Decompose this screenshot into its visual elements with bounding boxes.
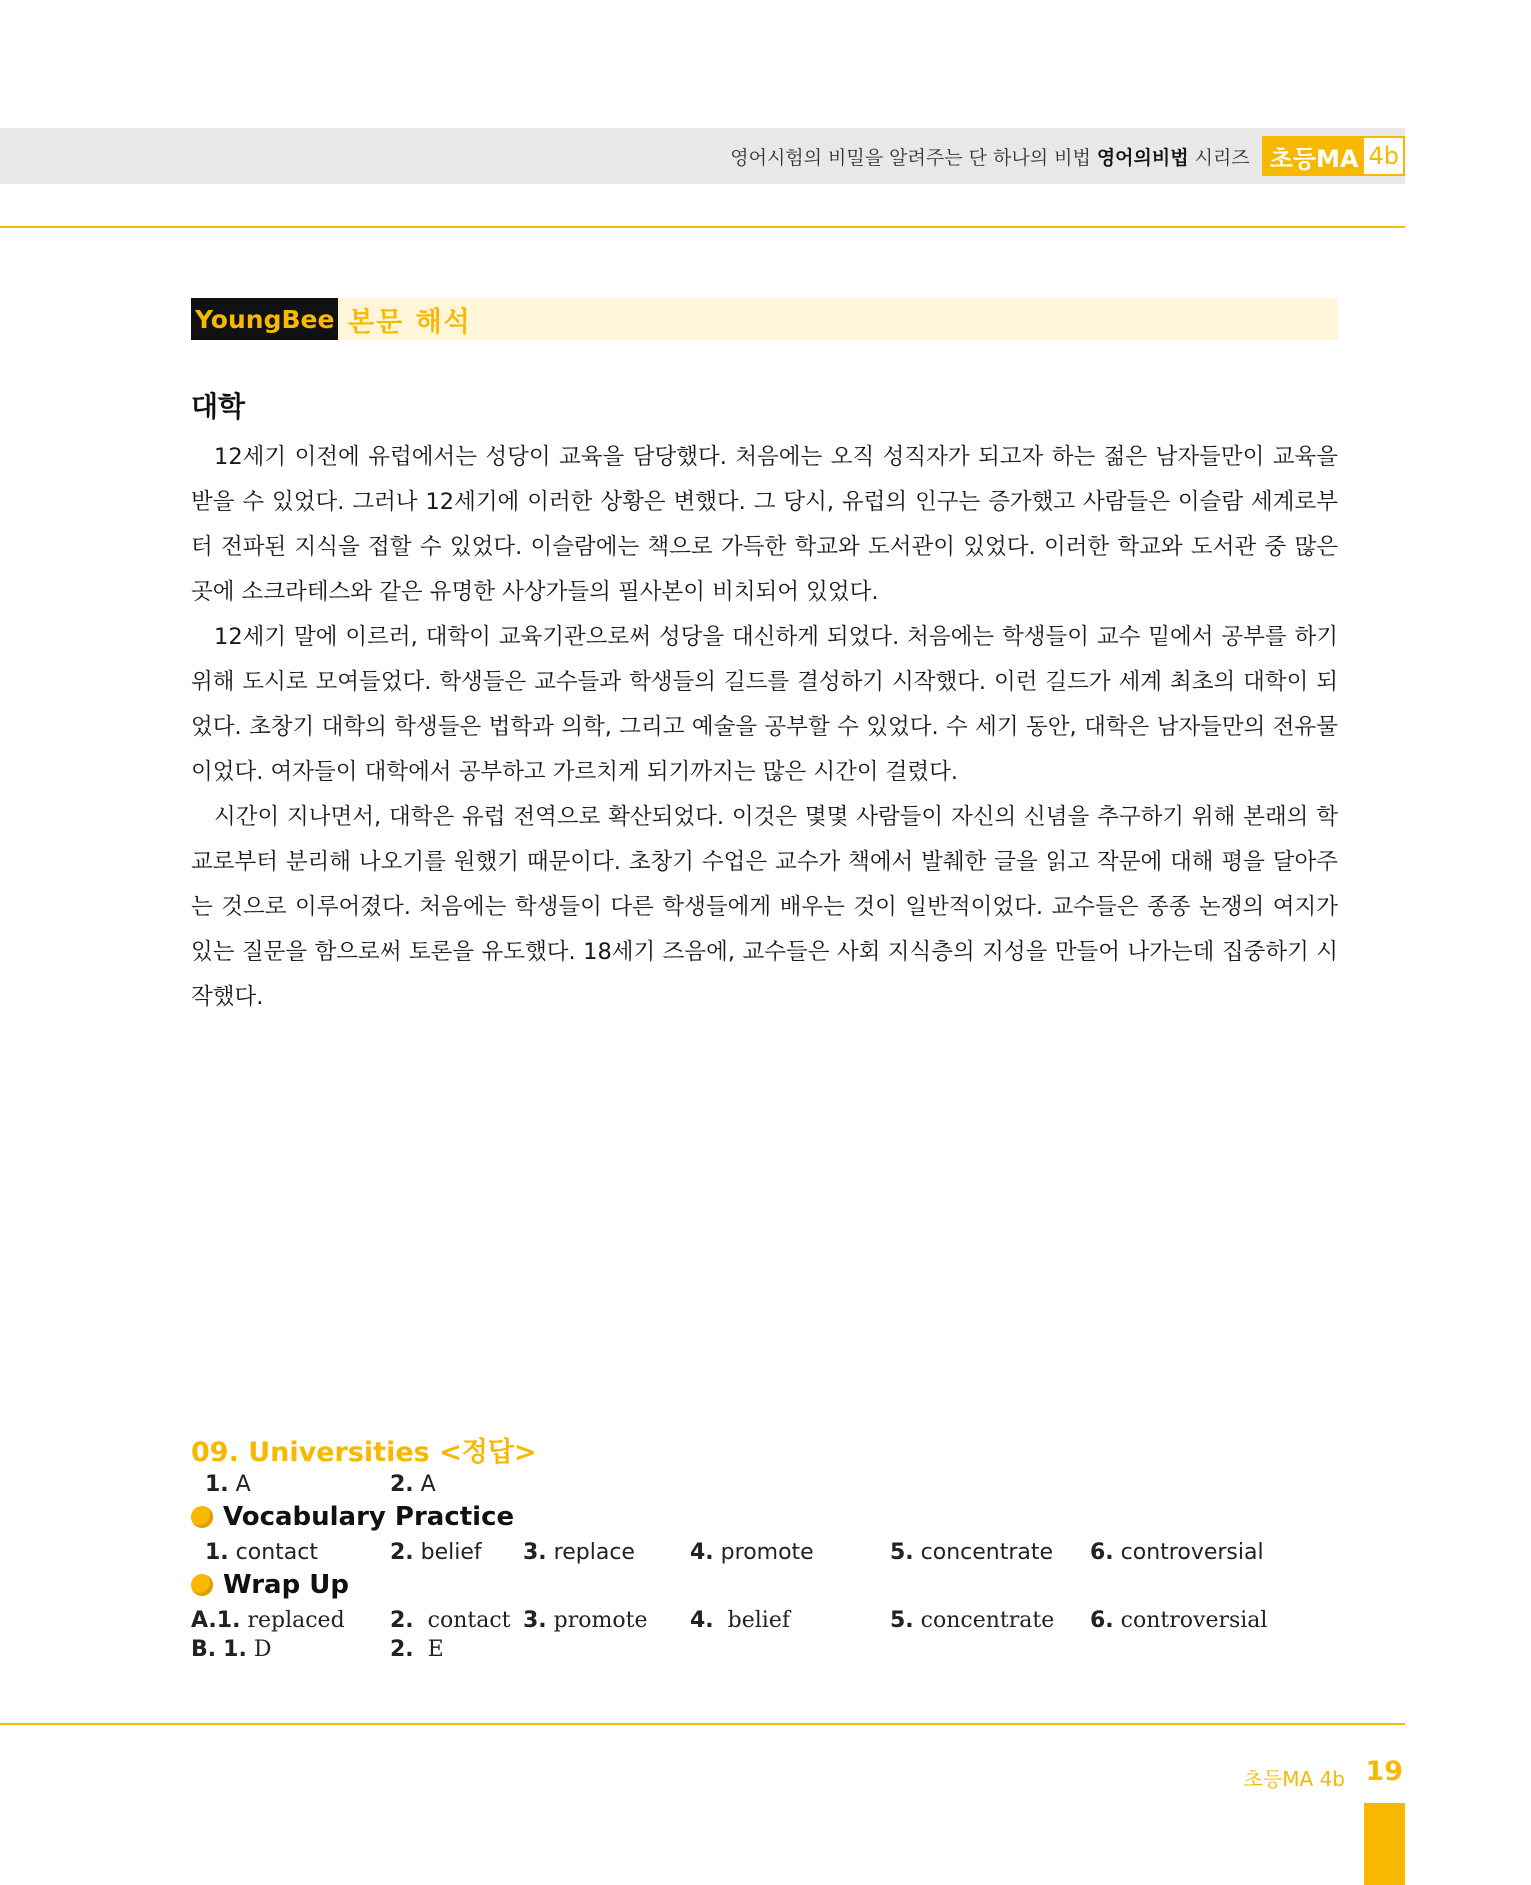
wrapup-heading — [191, 1570, 349, 1600]
answer-value: contact — [427, 1608, 511, 1633]
answer-value: promote — [720, 1540, 814, 1565]
wrapup-a-item — [191, 1608, 345, 1633]
answer-num: 6. — [1090, 1608, 1114, 1633]
answer-value: concentrate — [920, 1608, 1055, 1633]
wrapup-a-item — [390, 1608, 511, 1633]
wrapup-a-item — [690, 1608, 790, 1633]
wrapup-a-label: A. — [191, 1608, 217, 1633]
answer-value: A — [235, 1472, 251, 1497]
bullet-icon — [191, 1506, 213, 1528]
document-body — [191, 435, 1338, 1020]
answer-value: D — [253, 1637, 272, 1662]
answer-num: 1. — [216, 1608, 241, 1633]
section-title: 본문 해석 — [348, 306, 472, 338]
vocab-item — [205, 1540, 318, 1565]
footer-divider — [0, 1723, 1405, 1725]
wrapup-a-item — [523, 1608, 647, 1633]
answers-title: 09. Universities <정답> — [191, 1437, 537, 1468]
paragraph: 12세기 말에 이르러, 대학이 교육기관으로써 성당을 대신하게 되었다. 처음에는 학생들이 교수 밑에서 공부를 하기 위해 도시로 모여들었다. 학생들은 교수들과 학생들의 길드를 결성하기 시작했다. 이런 길드가 세계 최초의 대학이 되었다. 초창기 대학의 학생들은 법학과 의학, 그리고 예술을 공부할 수 있었다. 수 세기 동안, 대학은 남자들만의 전유물이었다. 여자들이 대학에서 공부하고 가르치게 되기까지는 많은 시간이 걸렸다. — [191, 624, 1338, 785]
paragraph: 시간이 지나면서, 대학은 유럽 전역으로 확산되었다. 이것은 몇몇 사람들이 자신의 신념을 추구하기 위해 본래의 학교로부터 분리해 나오기를 원했기 때문이다. 초창기 수업은 교수가 책에서 발췌한 글을 읽고 작문에 대해 평을 달아주는 것으로 이루어졌다. 처음에는 학생들이 다른 학생들에게 배우는 것이 일반적이었다. 교수들은 종종 논쟁의 여지가 있는 질문을 함으로써 토론을 유도했다. 18세기 즈음에, 교수들은 사회 지식층의 지성을 만들어 나가는데 집중하기 시작했다. — [191, 804, 1338, 1010]
vocab-title: Vocabulary Practice — [223, 1502, 515, 1532]
answer-item — [390, 1472, 436, 1497]
header-tagline: 영어시험의 비밀을 알려주는 단 하나의 비법 — [730, 146, 1091, 169]
vocab-item — [890, 1540, 1053, 1565]
header-series-name: 영어의비법 — [1096, 146, 1189, 169]
answer-num: 2. — [390, 1540, 414, 1565]
answer-num: 5. — [890, 1540, 914, 1565]
answer-value: concentrate — [920, 1540, 1054, 1565]
paragraph: 12세기 이전에 유럽에서는 성당이 교육을 담당했다. 처음에는 오직 성직자가 되고자 하는 젊은 남자들만이 교육을 받을 수 있었다. 그러나 12세기에 이러한 상황은 변했다. 그 당시, 유럽의 인구는 증가했고 사람들은 이슬람 세계로부터 전파된 지식을 접할 수 있었다. 이슬람에는 책으로 가득한 학교와 도서관이 있었다. 이러한 학교와 도서관 중 많은 곳에 소크라테스와 같은 유명한 사상가들의 필사본이 비치되어 있었다. — [191, 444, 1338, 605]
wrapup-a-item — [1090, 1608, 1267, 1633]
page-tab — [1364, 1803, 1405, 1885]
wrapup-a-item — [890, 1608, 1054, 1633]
header-divider — [0, 226, 1405, 228]
answer-num: 1. — [223, 1637, 247, 1662]
answer-num: 2. — [390, 1608, 414, 1633]
answer-value: replaced — [247, 1608, 345, 1633]
answer-value: controversial — [1120, 1540, 1264, 1565]
answer-value: E — [427, 1637, 444, 1662]
wrapup-b-item — [390, 1637, 444, 1662]
answer-value: controversial — [1120, 1608, 1268, 1633]
vocab-item — [390, 1540, 482, 1565]
wrapup-b-label: B. — [191, 1637, 217, 1662]
answer-num: 3. — [523, 1608, 547, 1633]
vocab-item — [523, 1540, 635, 1565]
vocab-item — [690, 1540, 814, 1565]
vocab-heading — [191, 1502, 514, 1532]
header-series-suffix: 시리즈 — [1194, 146, 1250, 169]
answer-num: 6. — [1090, 1540, 1114, 1565]
page-number: 19 — [1365, 1756, 1403, 1787]
wrapup-title: Wrap Up — [223, 1570, 349, 1600]
answer-num: 4. — [690, 1608, 714, 1633]
vocab-item — [1090, 1540, 1264, 1565]
section-head — [191, 298, 338, 340]
answer-value: replace — [553, 1540, 635, 1565]
answer-num: 2. — [390, 1637, 414, 1662]
answer-num: 1. — [205, 1472, 229, 1497]
wrapup-b-item — [191, 1637, 271, 1662]
answer-num: 4. — [690, 1540, 714, 1565]
bullet-icon — [191, 1574, 213, 1596]
answer-value: contact — [235, 1540, 318, 1565]
header-series — [730, 128, 1405, 184]
answer-value: belief — [727, 1608, 791, 1633]
brand-main: 초등MA — [1264, 138, 1365, 174]
answer-num: 3. — [523, 1540, 547, 1565]
answer-value: A — [420, 1472, 436, 1497]
answer-item — [205, 1472, 251, 1497]
brand-level: 4b — [1364, 138, 1403, 174]
answer-value: promote — [553, 1608, 648, 1633]
brand-logo — [1262, 136, 1405, 176]
youngbee-badge: YoungBee — [191, 298, 338, 340]
answer-num: 1. — [205, 1540, 229, 1565]
document-title: 대학 — [191, 390, 246, 423]
answer-num: 5. — [890, 1608, 914, 1633]
answer-num: 2. — [390, 1472, 414, 1497]
answer-value: belief — [420, 1540, 482, 1565]
footer-label: 초등MA 4b — [1243, 1767, 1345, 1791]
section-bar — [331, 298, 1338, 340]
